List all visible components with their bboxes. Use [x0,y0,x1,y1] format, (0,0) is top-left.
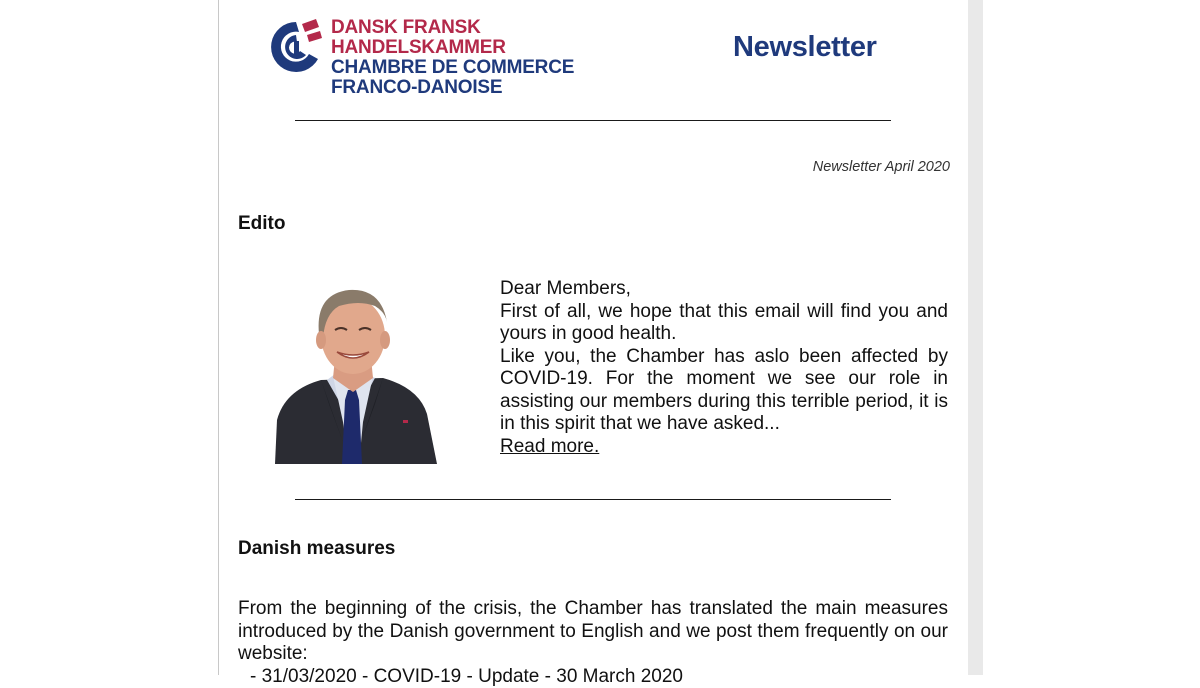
edito-text [500,278,948,458]
danish-measures-intro: From the beginning of the crisis, the Chamber has translated the main measures introduced by the Danish government to English and we post them frequently on our website: [238,598,948,666]
newsletter-title: Newsletter [733,31,877,64]
logo-line-franco-danoise: FRANCO-DANOISE [331,78,659,98]
danish-measures-text [238,598,948,688]
read-more-link[interactable]: Read more. [500,436,599,459]
logo-wordmark [331,18,659,98]
issue-date: Newsletter April 2020 [813,159,950,175]
scrollbar-track[interactable] [968,0,983,675]
list-item[interactable]: - 31/03/2020 - COVID-19 - Update - 30 March 2020 [250,666,948,688]
header-divider [295,120,891,121]
danish-measures-list [238,666,948,688]
logo-line-danish: DANSK FRANSK HANDELSKAMMER [331,18,659,58]
edito-heading: Edito [238,213,286,235]
danish-measures-heading: Danish measures [238,538,395,560]
edito-paragraph-1: First of all, we hope that this email will find you and yours in good health. [500,301,948,346]
chamber-logo[interactable] [269,18,659,80]
president-portrait [263,272,439,464]
chamber-logo-icon [269,18,323,76]
edito-greeting: Dear Members, [500,278,948,301]
logo-line-french: CHAMBRE DE COMMERCE [331,58,659,78]
edito-divider [295,499,891,500]
edito-paragraph-2: Like you, the Chamber has aslo been affected by COVID-19. For the moment we see our role in assisting our members during this terrible period, it is in this spirit that we have asked... [500,346,948,436]
newsletter-email [218,0,969,675]
